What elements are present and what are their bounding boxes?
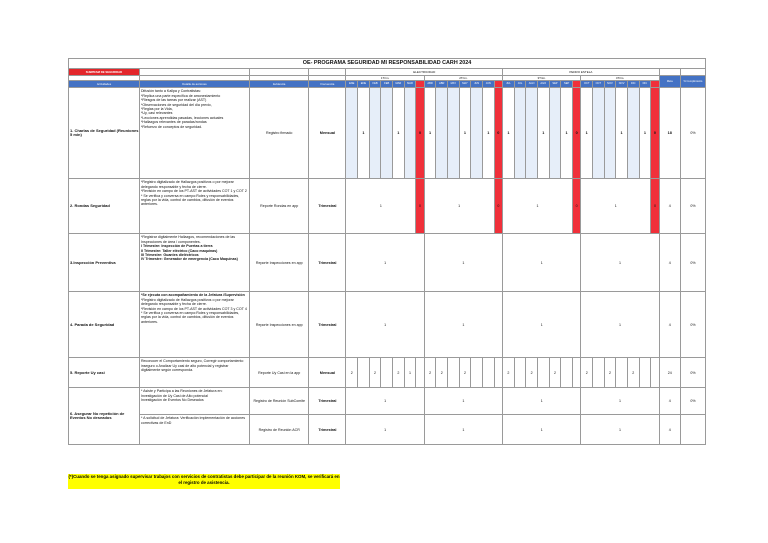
month-header: DIC — [639, 81, 651, 88]
month-header: ENE — [358, 81, 370, 88]
month-header: ABR — [436, 81, 448, 88]
month-header: JUN — [482, 81, 494, 88]
month-value: 1 — [537, 88, 549, 179]
activity-cell: 1. Charlas de Seguridad (Reuniones 5 min) — [69, 88, 140, 179]
month-value: 2 — [549, 358, 561, 388]
evidence-cell: Reporte Rondas en app — [250, 179, 309, 234]
quarter-value: 1 — [503, 234, 581, 292]
month-header: SEP — [549, 81, 561, 88]
month-header: OCT — [581, 81, 593, 88]
month-value: 1 — [424, 88, 436, 179]
month-header: NOV — [616, 81, 628, 88]
month-value: 1 — [639, 88, 651, 179]
detail-cell: *Se ejecuta con acompañamiento de la Jefatura /Supervisión *Registro digitalizado de Hallazgos positivos o por mejorar delegando responsable y fecha de cierre. *Revisión en campo de los PT-AST de actividades COT 3 y COT 4 * Se verifica y conversa en campo:Roles y responsabilidades, reglas por la vida, control de cambios, difusión de eventos anteriores. — [139, 292, 249, 358]
month-header: AGO — [537, 81, 549, 88]
month-value: 2 — [436, 358, 448, 388]
quarter-2: 2Trim. — [424, 76, 502, 81]
quarter-value: 1 — [581, 179, 651, 234]
detail-cell: * A solicitud de Jefatura: Verificación implementación de acciones correctivas de EnD — [139, 415, 249, 445]
quarter-1: 1Trim. — [346, 76, 424, 81]
month-header: JUL — [503, 81, 515, 88]
month-value: 2 — [627, 358, 639, 388]
month-header: OCT — [593, 81, 605, 88]
frequency-cell: Trimestral — [309, 179, 346, 234]
table-row — [69, 88, 706, 179]
table-row — [69, 415, 706, 445]
quarter-total: 0 — [572, 88, 580, 179]
month-value: 1 — [616, 88, 628, 179]
month-header: MAY — [459, 81, 471, 88]
quarter-4: 4Trim. — [581, 76, 659, 81]
meta-value: 4 — [659, 292, 680, 358]
table-row — [69, 179, 706, 234]
detail-cell: *Registrar digitalmente Hallazgos, recomendaciones de las Inspecciones de área / componentes. I Trimestre: Inspección de Puertas a tierra II Trimestre: Taller eléctrico (Caco maquinas) III Trimestre: Guantes dieléctricos IV Trimestre: Generador de emergencia (Caco Maquinas) — [139, 234, 249, 292]
month-header: ENE — [346, 81, 358, 88]
evidence-cell: Registro firmado — [250, 88, 309, 179]
meta-value: 4 — [659, 234, 680, 292]
evidence-cell: Registro de Reunión ACR — [250, 415, 309, 445]
evidence-cell: Registro de Reunión SubComite — [250, 388, 309, 415]
month-value: 1 — [358, 88, 370, 179]
month-value: 1 — [393, 88, 405, 179]
month-value: 2 — [503, 358, 515, 388]
footnote-banner: (*)Cuando se tenga asignado supervisar trabajos con servicios de contratistas debe participar de la reunión KOM, se verificará en el registro de asistencia. — [68, 474, 340, 489]
month-value: 1 — [503, 88, 515, 179]
detail-cell: * Asiste y Participa a las Reuniones de Jefatura en: Investigación de Uy Casi de Alto potencial Investigación de Eventos No Deseados — [139, 388, 249, 415]
month-value: 2 — [393, 358, 405, 388]
subprogram-label: SUBPRAM DE SEGURIDAD — [69, 69, 140, 76]
area-electricidad: ELECTRICIDAD — [346, 69, 503, 76]
quarter-3: 3Trim. — [503, 76, 581, 81]
table-row — [69, 292, 706, 358]
month-value: 1 — [581, 88, 593, 179]
quarter-value: 1 — [424, 388, 502, 415]
meta-value: 4 — [659, 388, 680, 415]
meta-header: Meta — [659, 76, 680, 88]
quarter-total: 0 — [416, 88, 424, 179]
pct-value: 0% — [680, 234, 705, 292]
month-value: 2 — [581, 358, 593, 388]
quarter-value: 1 — [503, 388, 581, 415]
program-sheet — [68, 58, 706, 445]
page-title: OE- PROGRAMA SEGURIDAD MI RESPONSABILIDAD CARH 2024 — [69, 59, 706, 69]
quarter-value: 1 — [503, 179, 573, 234]
quarter-value: 1 — [424, 292, 502, 358]
table-row — [69, 358, 706, 388]
month-value: 2 — [369, 358, 381, 388]
pct-value: 0% — [680, 358, 705, 388]
month-header: MAR — [393, 81, 405, 88]
detail-cell: Difusión tanto a Kallpa y Contratistas: *Replica una parte específica de amonestamiento *Riesgos de las tareas por realizar (AST) *Observaciones de seguridad del día previo, *Reglas por la Vida, *Uy, casi relevantes *Lecciones aprendidas pasadas, lecciones actuales *Hallazgos relevantes de paradas/rondas *Refuerzo de conceptos de seguridad. — [139, 88, 249, 179]
frequency-cell: Trimestral — [309, 234, 346, 292]
month-header: JUL — [514, 81, 526, 88]
month-header: ABR — [424, 81, 436, 88]
cumplimiento-header: % Cumplimiento — [680, 76, 705, 88]
evidence-cell: Reporte Uy Casi en la app — [250, 358, 309, 388]
month-value: 2 — [346, 358, 358, 388]
pct-value — [680, 415, 705, 445]
quarter-value: 1 — [503, 415, 581, 445]
month-value: 1 — [561, 88, 573, 179]
actividades-header: Actividades — [69, 81, 140, 88]
meta-value: 24 — [659, 358, 680, 388]
frecuencia-header: Frecuencia — [309, 81, 346, 88]
quarter-value: 1 — [581, 415, 659, 445]
quarter-total-header — [651, 81, 659, 88]
quarter-total-header — [416, 81, 424, 88]
month-value: 2 — [459, 358, 471, 388]
pct-value: 0% — [680, 88, 705, 179]
meta-value: 18 — [659, 88, 680, 179]
frequency-cell: Trimestral — [309, 292, 346, 358]
evidence-cell: Reporte Inspecciones en app — [250, 234, 309, 292]
area-pedro-estela: PEDRO ESTELA — [503, 69, 660, 76]
quarter-value: 1 — [424, 234, 502, 292]
frequency-cell: Mensual — [309, 88, 346, 179]
month-header: JUN — [471, 81, 483, 88]
month-value: 1 — [459, 88, 471, 179]
meta-value: 4 — [659, 415, 680, 445]
quarter-total: 0 — [494, 179, 502, 234]
detalle-header: Detalle de acciones — [139, 81, 249, 88]
table-row — [69, 234, 706, 292]
month-value: 2 — [526, 358, 538, 388]
quarter-value: 1 — [424, 415, 502, 445]
quarter-value: 1 — [503, 292, 581, 358]
quarter-value: 1 — [346, 388, 424, 415]
month-header: NOV — [604, 81, 616, 88]
quarter-value: 1 — [581, 234, 659, 292]
activity-cell: 4. Parada de Seguridad — [69, 292, 140, 358]
month-header: FEB — [369, 81, 381, 88]
pct-value: 0% — [680, 179, 705, 234]
quarter-total: 0 — [651, 179, 659, 234]
quarter-total-header — [572, 81, 580, 88]
pct-value: 0% — [680, 388, 705, 415]
quarter-value: 1 — [581, 292, 659, 358]
program-table — [68, 58, 706, 445]
activity-cell: 5. Reporte Uy casi — [69, 358, 140, 388]
activity-cell: 6. Asegurar No repetición de Eventos No deseados — [69, 388, 140, 445]
activity-cell: 3.Inspección Preventiva — [69, 234, 140, 292]
quarter-value: 1 — [346, 292, 424, 358]
quarter-total-header — [494, 81, 502, 88]
activity-cell: 2. Rondas Seguridad — [69, 179, 140, 234]
quarter-value: 1 — [581, 388, 659, 415]
month-header: SEP — [561, 81, 573, 88]
quarter-value: 1 — [346, 234, 424, 292]
evidencia-header: Evidencia — [250, 81, 309, 88]
month-header: DIC — [627, 81, 639, 88]
month-value: 2 — [604, 358, 616, 388]
month-header: AGO — [526, 81, 538, 88]
month-header: MAR — [404, 81, 416, 88]
detail-cell: *Registro digitalizado de Hallazgos positivos o por mejorar delegando responsable y fecha de cierre. *Revisión en campo de los PT-AST de actividades COT 1 y COT 2 * Se verifica y conversa en campo:Roles y responsabilidades, reglas por la vida, control de cambios, difusión de eventos anteriores. — [139, 179, 249, 234]
frequency-cell: Trimestral — [309, 388, 346, 415]
frequency-cell: Mensual — [309, 358, 346, 388]
table-row — [69, 388, 706, 415]
evidence-cell: Reporte Inspecciones en app — [250, 292, 309, 358]
quarter-value: 1 — [346, 415, 424, 445]
month-value: 2 — [424, 358, 436, 388]
meta-value: 4 — [659, 179, 680, 234]
month-header: MAY — [448, 81, 460, 88]
frequency-cell: Trimestral — [309, 415, 346, 445]
pct-value: 0% — [680, 292, 705, 358]
quarter-total: 0 — [651, 88, 659, 179]
quarter-value: 1 — [346, 179, 416, 234]
quarter-total: 0 — [416, 179, 424, 234]
month-value: 1 — [404, 358, 416, 388]
quarter-value: 1 — [424, 179, 494, 234]
quarter-total: 0 — [572, 179, 580, 234]
month-header: FEB — [381, 81, 393, 88]
detail-cell: Reconocer el Comportamiento seguro, Corregir comportamiento inseguro o Analizar Uy casi de alto potencial y registrar digitalmente según corresponda. — [139, 358, 249, 388]
quarter-total: 0 — [494, 88, 502, 179]
month-value: 1 — [482, 88, 494, 179]
